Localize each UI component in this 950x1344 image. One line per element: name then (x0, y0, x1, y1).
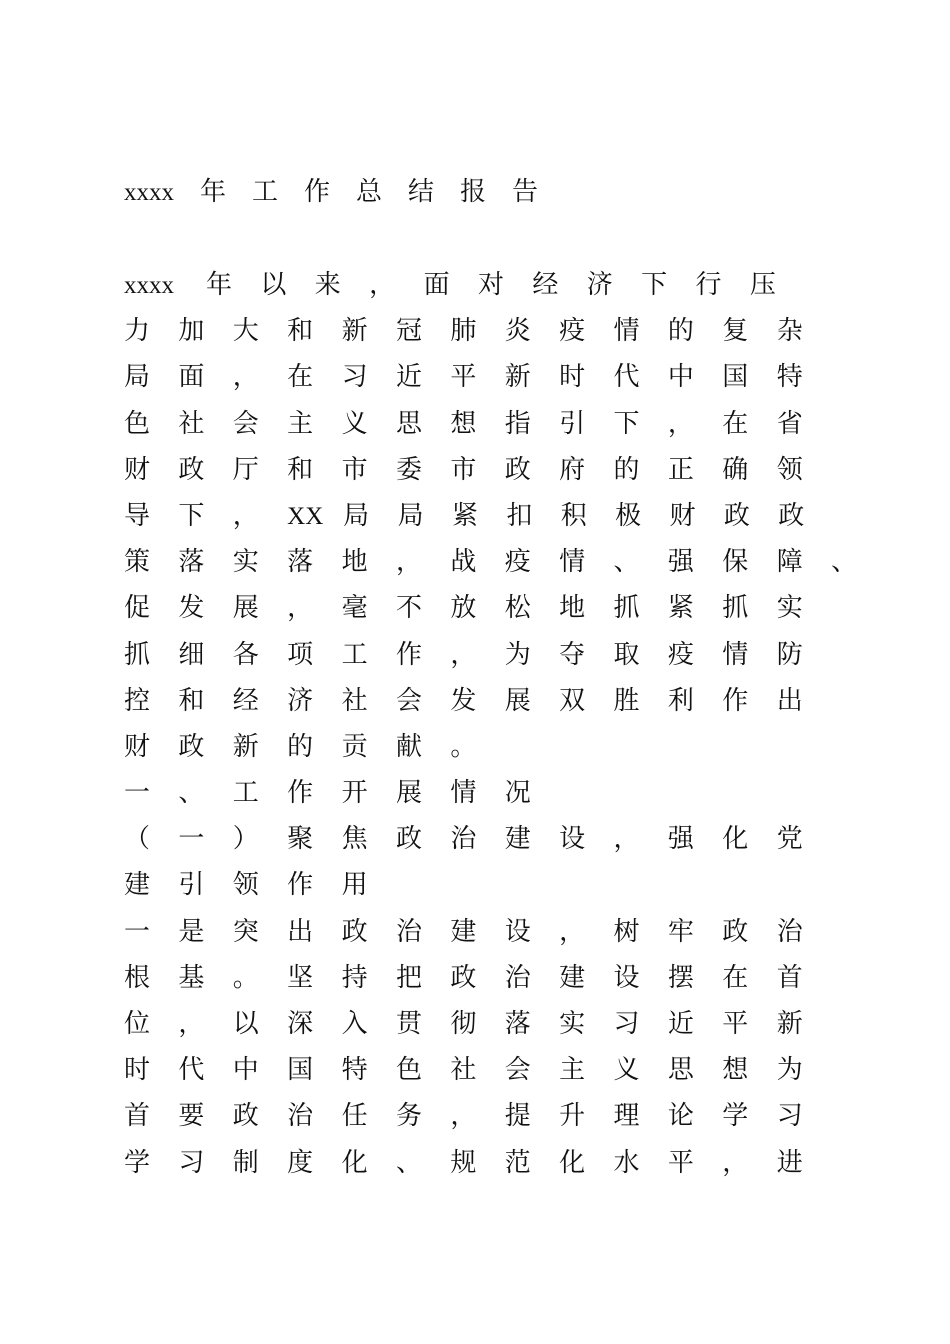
text-glyph: 在 (722, 962, 749, 993)
text-line (124, 585, 844, 631)
text-glyph: 下 (613, 408, 640, 439)
text-glyph: 社 (341, 685, 368, 716)
text-glyph: 近 (667, 1009, 694, 1039)
text-glyph: 项 (287, 639, 314, 670)
text-glyph: ， (178, 1009, 205, 1039)
text-glyph: 情 (559, 547, 586, 578)
text-glyph: 落 (178, 547, 205, 578)
text-glyph: 党 (776, 824, 803, 855)
text-glyph: 导 (124, 500, 151, 531)
text-glyph: 作 (287, 778, 314, 809)
text-glyph: 务 (395, 1101, 422, 1132)
text-glyph: 持 (341, 962, 368, 993)
text-glyph: 肺 (450, 316, 477, 347)
text-glyph: 政 (723, 500, 750, 531)
text-glyph: 力 (124, 316, 151, 347)
text-glyph: 杂 (776, 316, 803, 347)
text-glyph: 政 (232, 1101, 259, 1132)
text-glyph: 紧 (451, 500, 478, 531)
text-glyph: xxxx (124, 272, 174, 299)
text-line (124, 909, 844, 955)
text-glyph: 发 (450, 685, 477, 716)
text-glyph: 冠 (395, 316, 422, 347)
text-glyph: 作 (722, 685, 749, 716)
text-glyph: 出 (287, 916, 314, 947)
text-glyph: 设 (504, 916, 531, 947)
text-glyph: 建 (559, 962, 586, 993)
text-glyph: 控 (124, 685, 151, 716)
text-glyph: ， (450, 1101, 477, 1132)
text-glyph: 深 (287, 1009, 314, 1039)
text-glyph: 首 (776, 962, 803, 993)
text-glyph: 为 (776, 1055, 803, 1086)
text-glyph: 、 (831, 547, 858, 578)
text-glyph: 规 (450, 1147, 477, 1178)
text-glyph: 聚 (287, 824, 314, 855)
document-title (124, 172, 564, 212)
text-glyph: 工 (341, 639, 368, 670)
text-glyph: 作 (395, 639, 422, 670)
text-glyph: 时 (124, 1055, 151, 1086)
text-line (124, 539, 858, 585)
text-glyph: 发 (178, 593, 205, 624)
text-line (124, 862, 844, 908)
text-glyph: 社 (450, 1055, 477, 1086)
text-glyph: 首 (124, 1101, 151, 1132)
text-glyph: 政 (341, 916, 368, 947)
text-glyph: 国 (722, 362, 749, 393)
text-glyph: 情 (450, 778, 477, 809)
text-glyph: 行 (695, 270, 722, 300)
text-glyph: 政 (722, 916, 749, 947)
text-glyph: 、 (613, 547, 640, 578)
text-glyph: 经 (232, 685, 259, 716)
text-glyph: 胜 (613, 685, 640, 716)
text-glyph: 治 (287, 1101, 314, 1132)
text-glyph: 是 (178, 916, 205, 947)
text-glyph: ， (232, 500, 259, 531)
text-glyph: 疫 (667, 639, 694, 670)
text-glyph: 以 (260, 270, 287, 300)
text-line (124, 1140, 844, 1186)
text-glyph: 范 (504, 1147, 531, 1178)
text-glyph: 指 (504, 408, 531, 439)
text-glyph: 提 (504, 1101, 531, 1132)
text-glyph: 近 (395, 362, 422, 393)
text-glyph: ） (232, 824, 259, 855)
text-glyph: 抓 (722, 593, 749, 624)
text-glyph: 利 (667, 685, 694, 716)
text-glyph: 局 (343, 500, 370, 531)
text-glyph: 设 (559, 824, 586, 855)
text-glyph: 平 (450, 362, 477, 393)
text-glyph: 化 (341, 1147, 368, 1178)
text-glyph: 焦 (341, 824, 368, 855)
text-glyph: 化 (559, 1147, 586, 1178)
text-glyph: 政 (504, 454, 531, 485)
text-glyph: 委 (395, 454, 422, 485)
text-glyph: 为 (504, 639, 531, 670)
text-glyph: 新 (776, 1009, 803, 1039)
text-glyph: 摆 (667, 962, 694, 993)
text-line (124, 262, 844, 308)
text-glyph: 、 (178, 778, 205, 809)
text-glyph: 色 (124, 408, 151, 439)
text-glyph: 牢 (667, 916, 694, 947)
text-glyph: 制 (232, 1147, 259, 1178)
text-line (124, 1093, 844, 1139)
text-glyph: 特 (341, 1055, 368, 1086)
text-glyph: （ (124, 824, 151, 855)
text-glyph: ， (287, 593, 314, 624)
text-glyph: 义 (613, 1055, 640, 1086)
text-glyph: 省 (776, 408, 803, 439)
text-glyph: 积 (560, 500, 587, 531)
text-glyph: 开 (341, 778, 368, 809)
text-glyph: 市 (450, 454, 477, 485)
title-glyph: 工 (252, 177, 279, 207)
text-glyph: ， (395, 547, 422, 578)
text-glyph: 展 (504, 685, 531, 716)
text-glyph: 下 (178, 500, 205, 531)
text-glyph: 地 (341, 547, 368, 578)
text-glyph: 确 (722, 454, 749, 485)
text-line (124, 447, 844, 493)
text-glyph: 基 (178, 962, 205, 993)
text-glyph: 实 (559, 1009, 586, 1039)
text-glyph: 治 (776, 916, 803, 947)
text-glyph: 学 (124, 1147, 151, 1178)
text-glyph: 建 (504, 824, 531, 855)
text-glyph: 面 (423, 270, 450, 300)
text-line (124, 1047, 844, 1093)
text-glyph: 思 (395, 408, 422, 439)
text-glyph: 复 (722, 316, 749, 347)
text-glyph: ， (369, 270, 396, 300)
text-glyph: 会 (232, 408, 259, 439)
text-glyph: ， (722, 1147, 749, 1178)
text-glyph: 治 (395, 916, 422, 947)
text-glyph: 习 (613, 1009, 640, 1039)
text-glyph: 贡 (341, 731, 368, 762)
text-glyph: 各 (232, 639, 259, 670)
text-glyph: 出 (776, 685, 803, 716)
text-glyph: 新 (504, 362, 531, 393)
title-glyph: 年 (200, 177, 227, 207)
text-glyph: 平 (667, 1147, 694, 1178)
text-glyph: 抓 (613, 593, 640, 624)
text-glyph: 一 (124, 916, 151, 947)
text-glyph: 义 (341, 408, 368, 439)
text-glyph: 社 (178, 408, 205, 439)
text-glyph: 化 (722, 824, 749, 855)
text-glyph: 经 (532, 270, 559, 300)
text-glyph: 财 (124, 454, 151, 485)
text-glyph: 加 (178, 316, 205, 347)
text-line (124, 493, 844, 539)
text-glyph: 促 (124, 593, 151, 624)
text-glyph: 对 (477, 270, 504, 300)
text-glyph: 时 (559, 362, 586, 393)
text-glyph: 彻 (450, 1009, 477, 1039)
text-glyph: 细 (178, 639, 205, 670)
text-glyph: 松 (504, 593, 531, 624)
text-glyph: 要 (178, 1101, 205, 1132)
text-glyph: ， (667, 408, 694, 439)
text-glyph: 取 (613, 639, 640, 670)
text-glyph: 政 (778, 500, 805, 531)
text-glyph: 代 (613, 362, 640, 393)
text-glyph: 强 (667, 547, 694, 578)
text-glyph: 强 (667, 824, 694, 855)
text-glyph: 想 (450, 408, 477, 439)
text-glyph: 局 (124, 362, 151, 393)
text-glyph: 来 (314, 270, 341, 300)
text-glyph: 极 (615, 500, 642, 531)
text-glyph: 度 (287, 1147, 314, 1178)
text-glyph: 压 (749, 270, 776, 300)
text-glyph: 情 (722, 639, 749, 670)
text-glyph: 国 (287, 1055, 314, 1086)
text-glyph: 平 (722, 1009, 749, 1039)
text-line (124, 955, 844, 1001)
text-glyph: 中 (232, 1055, 259, 1086)
text-glyph: 放 (450, 593, 477, 624)
text-glyph: 厅 (232, 454, 259, 485)
text-line (124, 816, 844, 862)
text-glyph: 保 (722, 547, 749, 578)
text-glyph: 思 (667, 1055, 694, 1086)
text-glyph: 实 (232, 547, 259, 578)
text-glyph: 落 (287, 547, 314, 578)
text-glyph: 和 (287, 454, 314, 485)
text-glyph: 夺 (559, 639, 586, 670)
text-glyph: 的 (613, 454, 640, 485)
text-glyph: ， (613, 824, 640, 855)
text-glyph: 大 (232, 316, 259, 347)
text-glyph: 。 (450, 731, 477, 762)
text-glyph: 府 (559, 454, 586, 485)
text-glyph: 毫 (341, 593, 368, 624)
text-glyph: 市 (341, 454, 368, 485)
text-line (124, 308, 844, 354)
text-glyph: 济 (586, 270, 613, 300)
text-glyph: 情 (613, 316, 640, 347)
text-glyph: 政 (178, 454, 205, 485)
text-glyph: 治 (450, 824, 477, 855)
text-glyph: 论 (667, 1101, 694, 1132)
text-glyph: 引 (559, 408, 586, 439)
text-glyph: 主 (287, 408, 314, 439)
text-glyph: ， (559, 916, 586, 947)
text-glyph: 新 (341, 316, 368, 347)
text-glyph: 策 (124, 547, 151, 578)
text-glyph: 领 (232, 870, 259, 901)
text-glyph: ， (450, 639, 477, 670)
title-glyph: 作 (304, 177, 331, 207)
text-glyph: 紧 (667, 593, 694, 624)
text-glyph: 实 (776, 593, 803, 624)
text-glyph: 局 (397, 500, 424, 531)
text-glyph: 的 (287, 731, 314, 762)
text-glyph: 年 (206, 270, 233, 300)
title-glyph: xxxx (124, 179, 174, 206)
text-glyph: 特 (776, 362, 803, 393)
text-glyph: 一 (178, 824, 205, 855)
text-glyph: 坚 (287, 962, 314, 993)
text-glyph: 建 (450, 916, 477, 947)
text-glyph: 升 (559, 1101, 586, 1132)
text-glyph: 战 (450, 547, 477, 578)
document-body (124, 262, 858, 1186)
text-line (124, 678, 844, 724)
text-glyph: 落 (504, 1009, 531, 1039)
text-glyph: 新 (232, 731, 259, 762)
text-glyph: 习 (776, 1101, 803, 1132)
text-glyph: 治 (504, 962, 531, 993)
text-glyph: 作 (287, 870, 314, 901)
text-glyph: 学 (722, 1101, 749, 1132)
text-glyph: 政 (395, 824, 422, 855)
text-line (124, 1001, 844, 1047)
text-glyph: 正 (667, 454, 694, 485)
text-glyph: 在 (287, 362, 314, 393)
text-glyph: 树 (613, 916, 640, 947)
text-line (124, 632, 844, 678)
text-glyph: 进 (776, 1147, 803, 1178)
text-glyph: 理 (613, 1101, 640, 1132)
text-glyph: 习 (341, 362, 368, 393)
text-glyph: 抓 (124, 639, 151, 670)
text-glyph: 用 (341, 870, 368, 901)
text-glyph: 引 (178, 870, 205, 901)
text-glyph: 根 (124, 962, 151, 993)
text-glyph: 面 (178, 362, 205, 393)
text-glyph: 突 (232, 916, 259, 947)
text-glyph: 障 (776, 547, 803, 578)
text-glyph: 工 (232, 778, 259, 809)
text-glyph: 在 (722, 408, 749, 439)
text-glyph: 地 (559, 593, 586, 624)
text-glyph: 展 (395, 778, 422, 809)
text-line (124, 724, 844, 770)
text-glyph: 。 (232, 962, 259, 993)
text-glyph: 一 (124, 778, 151, 809)
text-glyph: 色 (395, 1055, 422, 1086)
text-glyph: 设 (613, 962, 640, 993)
text-glyph: 位 (124, 1009, 151, 1039)
text-glyph: 献 (395, 731, 422, 762)
text-line (124, 354, 844, 400)
text-glyph: 、 (395, 1147, 422, 1178)
text-glyph: 会 (395, 685, 422, 716)
text-glyph: 代 (178, 1055, 205, 1086)
text-glyph: 贯 (395, 1009, 422, 1039)
text-glyph: 水 (613, 1147, 640, 1178)
text-glyph: 入 (341, 1009, 368, 1039)
text-glyph: 主 (559, 1055, 586, 1086)
text-glyph: 防 (776, 639, 803, 670)
text-glyph: 财 (669, 500, 696, 531)
text-glyph: 疫 (559, 316, 586, 347)
title-glyph: 告 (512, 177, 539, 207)
text-glyph: 炎 (504, 316, 531, 347)
text-glyph: 政 (450, 962, 477, 993)
text-glyph: 下 (641, 270, 668, 300)
text-glyph: 的 (667, 316, 694, 347)
text-glyph: 政 (178, 731, 205, 762)
text-glyph: 想 (722, 1055, 749, 1086)
text-glyph: 和 (178, 685, 205, 716)
text-glyph: 疫 (504, 547, 531, 578)
text-glyph: 济 (287, 685, 314, 716)
title-glyph: 结 (408, 177, 435, 207)
text-glyph: 把 (395, 962, 422, 993)
title-glyph: 报 (460, 177, 487, 207)
text-glyph: 不 (395, 593, 422, 624)
text-glyph: 况 (504, 778, 531, 809)
text-line (124, 770, 844, 816)
text-glyph: 建 (124, 870, 151, 901)
text-glyph: 会 (504, 1055, 531, 1086)
text-glyph: 扣 (506, 500, 533, 531)
text-glyph: 习 (178, 1147, 205, 1178)
text-glyph: 展 (232, 593, 259, 624)
text-glyph: 以 (232, 1009, 259, 1039)
text-glyph: 领 (776, 454, 803, 485)
text-glyph: 和 (287, 316, 314, 347)
text-glyph: 任 (341, 1101, 368, 1132)
title-glyph: 总 (356, 177, 383, 207)
text-glyph: 双 (559, 685, 586, 716)
text-glyph: 财 (124, 731, 151, 762)
text-glyph: 中 (667, 362, 694, 393)
text-glyph: XX (287, 502, 324, 530)
text-glyph: ， (232, 362, 259, 393)
text-line (124, 401, 844, 447)
